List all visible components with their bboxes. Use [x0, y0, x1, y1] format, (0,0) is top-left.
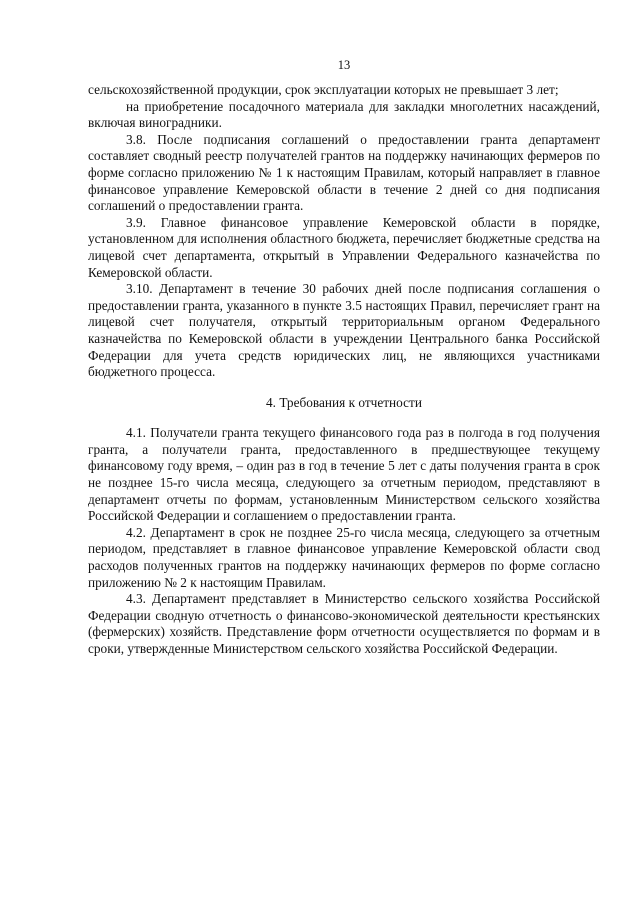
page-number: 13	[337, 58, 351, 72]
paragraph-4-2: 4.2. Департамент в срок не позднее 25-го числа месяца, следующего за отчетным периодом, представляет в главное финансовое управление Кемеровской области свод расходов полученных грантов на поддержку начинающих фермеров по форме согласно приложению № 2 к настоящим Правилам.	[88, 524, 600, 590]
paragraph-4-3: 4.3. Департамент представляет в Министерство сельского хозяйства Российской Федерации сводную отчетность о финансово-экономической деятельности крестьянских (фермерских) хозяйств. Представление форм отчетности осуществляется по формам и в сроки, утвержденные Министерством сельского хозяйства Российской Федерации.	[88, 591, 600, 656]
paragraph-3-9: 3.9. Главное финансовое управление Кемеровской области в порядке, установленном для исполнения областного бюджета, перечисляет бюджетные средства на лицевой счет департамента, открытый в Управлении Федерального казначейства по Кемеровской области.	[88, 214, 600, 280]
document-body	[88, 82, 600, 658]
paragraph-continuation: сельскохозяйственной продукции, срок эксплуатации которых не превышает 3 лет;	[88, 82, 559, 97]
paragraph-seedlings: на приобретение посадочного материала для закладки многолетних насаждений, включая виноградники.	[88, 98, 600, 131]
paragraph-3-10: 3.10. Департамент в течение 30 рабочих дней после подписания соглашения о предоставлении гранта, указанного в пункте 3.5 настоящих Правил, перечисляет грант на лицевой счет получателя, открытый территориальным органом Федерального казначейства по Кемеровской области в учреждении Центрального банка Российской Федерации для учета средств юридических лиц, не являющихся участниками бюджетного процесса.	[88, 281, 600, 380]
paragraph-4-1: 4.1. Получатели гранта текущего финансового года раз в полгода в год получения гранта, а получатели гранта, предоставленного в предшествующее текущему финансовому году время, – один раз в год в течение 5 лет с даты получения гранта в срок не позднее 15-го числа месяца, следующего за отчетным периодом, представляют в департамент отчеты по формам, установленным Министерством сельского хозяйства Российской Федерации и соглашением о предоставлении гранта.	[88, 425, 600, 524]
paragraph-3-8: 3.8. После подписания соглашений о предоставлении гранта департамент составляет сводный реестр получателей грантов на поддержку начинающих фермеров по форме согласно приложению № 1 к настоящим Правилам, который направляет в главное финансовое управление Кемеровской области в течение 2 дней со дня подписания соглашений о предоставлении гранта.	[88, 131, 600, 214]
section-title-reporting: 4. Требования к отчетности	[266, 394, 422, 410]
